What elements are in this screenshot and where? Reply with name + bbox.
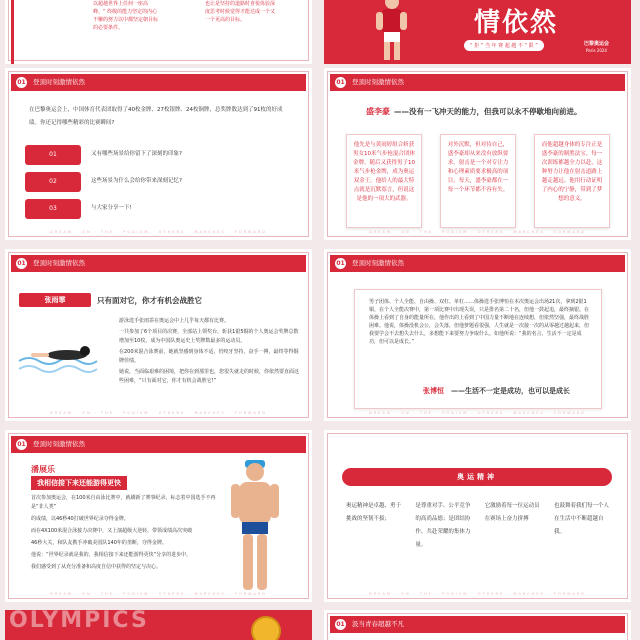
slide-7-title-bar: 奥运精神 <box>342 468 612 486</box>
swimmer-figure <box>225 456 285 596</box>
slide-1-corner-sub: Paris 2024 <box>586 48 607 53</box>
slide-header <box>330 616 625 633</box>
slide-header-title: 登顶时刻激情依然 <box>33 259 85 267</box>
slide-footer: DREAM · ON · THE · PODIUM · OTHERS · MARCHES · FORWARD <box>50 230 267 234</box>
medal-icon <box>251 616 281 640</box>
athlete-quote: ——没有一飞冲天的能力，但我可以永不停歇地向前进。 <box>394 107 582 116</box>
athlete-name: 潘展乐 <box>31 465 55 474</box>
slide-number: 01 <box>336 260 345 267</box>
slide-2-intro: 在巴黎奥运会上，中国体育代表团取得了40枚金牌、27枚银牌、24枚铜牌，总奖牌数达到了91枚的好成绩。你还记得哪些精彩的比赛瞬间? <box>29 107 283 126</box>
slide-footer: DREAM · ON · THE · PODIUM · OTHERS · MARCHES · FORWARD <box>369 230 586 234</box>
bullet-list <box>119 317 299 386</box>
info-card: 而他超越身体的专注正是盛李豪的制胜法宝。每一次训练都越全力以赴，这种努力让他在射击道路上越走越远。他用行动证明了内心的宁静，带到了梦想的意义。 <box>534 134 610 228</box>
slide-header <box>11 436 306 453</box>
slide-header-title: 登顶时刻激情依然 <box>33 78 85 86</box>
slide-number: 01 <box>17 79 26 86</box>
athlete-quote: ——生活不一定是成功，也可以是成长 <box>451 387 570 395</box>
question-num: 01 <box>25 145 81 165</box>
slide-header <box>11 255 306 272</box>
slide-footer: DREAM · ON · THE · PODIUM · OTHERS · MARCHES · FORWARD <box>50 411 267 415</box>
question-item-2[interactable] <box>25 172 295 192</box>
bullet-item: 游泳选手张雨霏在奥运会中上几乎每天都有比赛。 <box>119 318 230 324</box>
info-card: 他先是与黄雨婷组合斩获男女10米气步枪混合团体金牌。随后又获得男子10米气步枪金牌，成为奥运双金王。他给人的最大特点就是沉默寡言，但说这是他的一项大的武器。 <box>346 134 422 228</box>
bullet-item: 在200米混合泳赛前，她就坚感到身体不适，仍咬牙坚持，奋手一搏，最终等得铜牌佳绩。 <box>119 349 299 364</box>
spirit-col: 奥运精神是卓越、勇于挑战的坚韧不拔； <box>346 503 402 522</box>
slide-7[interactable] <box>324 430 631 602</box>
slide-header-title: 登顶时刻激情依然 <box>352 78 404 86</box>
question-num: 02 <box>25 172 81 192</box>
slide-0-text: 以超越世界上任何一座高峰。“ 终级的能力坚定的内心不懈的努力以中都坚定朝目标的必要条件。 <box>93 1 159 31</box>
question-item-3[interactable] <box>25 199 295 219</box>
slide-3[interactable] <box>324 68 631 240</box>
slide-number: 01 <box>336 621 345 628</box>
info-card: 对外沉默，但对待自己，盛李豪却从来没有放纵要求。射击是一个对专注力和心理素质要求极高的项目，每天，盛李豪都在一每一个环节都不容有失。 <box>440 134 516 228</box>
slide-1-tagline: “ 拒 ” 当 年 赛 超 越 不 “ 限 ” <box>464 40 544 51</box>
bullet-item: 首次参加奥运会，在100米自由泳比赛中，就刷新了赛事纪录，标志着中国选手不再是“非人类” <box>31 495 216 510</box>
slide-number: 01 <box>336 79 345 86</box>
bullet-item: 一共参加了6个项目的决赛，全部站上领奖台，斩获1银5铜的个人奥运会奖牌总数增加至10枚，成为中国队奥运史上奖牌数最多的运动员。 <box>119 329 299 344</box>
slide-header-title: 登顶时刻激情依然 <box>352 259 404 267</box>
slide-5[interactable] <box>324 249 631 421</box>
question-num: 03 <box>25 199 81 219</box>
question-text: 又有哪些场景给你留下了深刻的印象? <box>91 151 182 157</box>
bullet-item: 他说：“世界纪录就是我的，我相信接下来还能游得更快”分享的进步中， <box>31 552 192 558</box>
athlete-banner: 我相信接下来还能游得更快 <box>31 476 127 490</box>
athlete-name-tag: 张雨霏 <box>19 293 91 307</box>
slide-footer: DREAM · ON · THE · PODIUM · OTHERS · MARCHES · FORWARD <box>369 592 586 596</box>
red-edge-left <box>11 0 14 64</box>
spirit-col: 它激励着每一位运动员在赛场上奋力拼搏 <box>484 503 540 522</box>
bullet-item: 她说，当面临艰难的困境，把你在到那里也，您很失就走的时候，你依然要直面这些困难，“只有面对它，你才有机会战胜它!” <box>119 369 300 384</box>
slide-footer: DREAM · ON · THE · PODIUM · OTHERS · MARCHES · FORWARD <box>369 411 586 415</box>
slide-8[interactable] <box>5 610 312 640</box>
slide-header <box>330 74 625 91</box>
question-text: 这些场景为什么会给你带来深刻记忆? <box>91 178 182 184</box>
swimmer-illustration <box>17 331 99 387</box>
spirit-col: 是尊重对手、公平竞争的高尚品德；是团结协作、共赴荣耀的集体力量。 <box>415 503 471 548</box>
athlete-name: 盛李豪 <box>366 107 390 116</box>
slide-1-title: 情依然 <box>474 8 559 38</box>
spirit-col: 也鼓舞着我们每一个人在生活中不断超越自我。 <box>553 503 609 535</box>
slide-4-headline: 只有面对它，你才有机会战胜它 <box>97 296 202 305</box>
athlete-name: 张博恒 <box>423 387 444 395</box>
spirit-columns <box>346 500 610 590</box>
slide-4[interactable] <box>5 249 312 421</box>
slide-8-text: OLYMPICS <box>9 610 149 633</box>
slide-0-text-right: 也让是坚持的道路时喜悦体验深度思考时候觉得才能达成一个又一个更高的目标。 <box>205 1 276 23</box>
slide-1[interactable] <box>324 0 631 64</box>
bullet-item: 的成绩，以46秒40打破世界纪录夺得金牌。 <box>31 516 129 522</box>
bullet-item: 而在4X100米混合泳接力决赛中，又上演超级大逆转，带领成绩高次突破 <box>31 528 193 534</box>
bullet-list <box>31 494 227 572</box>
bullet-item: 我们感受到了从充分准备和高度自信中获得的坚定与决心。 <box>31 564 162 570</box>
slide-header <box>330 255 625 272</box>
slide-6[interactable] <box>5 430 312 602</box>
content-box <box>354 289 602 409</box>
slide-5-body: 男子团体、个人全能、自由操、双杠、单杠……体操选手张博恒在本次奥运会出场21次，拿到2银1铜。在个人全能决赛中，第一项比赛中出现失误，只是排名第二十名，但他一鼓起追，最终摘银。在体操上看到了自身的能量所在，他作出的上看到了中国力量不断地在连续想，但依然坚强，最终战胜困难。他说，体操没机会公，会失落，但他萝题看很强，人生就是一次接一次的从零越过越起来，但我要学会不去想失去什么，多想能下来要努力争取什么。如他所说：“我的名言、生活不一定是成功，但可以是成长。” <box>369 299 590 345</box>
slide-1-corner-text: 巴黎奥运会 <box>584 41 610 47</box>
question-text: 与大家分享一下! <box>91 205 132 211</box>
slide-9[interactable] <box>324 610 631 640</box>
slide-number: 01 <box>17 441 26 448</box>
slide-header-title: 汲当青春超越不凡 <box>352 620 404 628</box>
slide-header <box>11 74 306 91</box>
slide-2[interactable] <box>5 68 312 240</box>
bullet-item: 46秒大关，和队友携手冲破美国队140年的垄断，夺得金牌。 <box>31 540 167 546</box>
athlete-image <box>364 0 419 62</box>
slide-number: 01 <box>17 260 26 267</box>
slide-0[interactable] <box>5 0 312 64</box>
slide-header-title: 登顶时刻激情依然 <box>33 440 85 448</box>
question-item-1[interactable] <box>25 145 295 165</box>
slide-footer: DREAM · ON · THE · PODIUM · OTHERS · MARCHES · FORWARD <box>50 592 267 596</box>
